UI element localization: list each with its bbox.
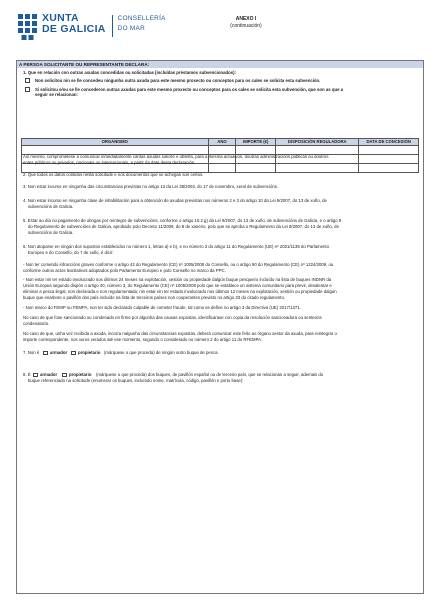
checkbox-7-propietario[interactable] <box>71 351 76 356</box>
decl-5-line2: do Regulamento de subvencións de Galicia, aprobado polo Decreto 11/2009, do 8 de xaneiro, polo que se aproba o Regulamento da Lei 9/2007, do 13 de xuño, de <box>28 224 339 229</box>
annex-subtitle: (continuación) <box>230 23 262 29</box>
logo-text-galicia: DE GALICIA <box>42 23 106 35</box>
xunta-logo <box>17 13 166 41</box>
decl-5-line1: 5. Estar ao día no pagamento de obrigas por reintegro de subvencións, conforme o artigo 10.2.g) da Lei 9/2007, do 13 de xuño, de subvencións de Galicia, e o artigo 9 <box>23 218 342 223</box>
decl-6d-line1: No caso de que fose sancionado ou condenado en firme por algunha das causas expostas, identificarase con copia da resolución sancionadora ou sentenza <box>23 315 322 320</box>
decl-7-prefix: 7. Non é <box>23 350 40 355</box>
cell-data-input[interactable] <box>359 163 419 172</box>
checkbox-7-armador[interactable] <box>43 351 48 356</box>
declaration-section <box>16 60 424 594</box>
decl-6e-line1: No caso de que, unha vez recibida a axuda, incorra nalgunha das circunstancias expostas, deberá comunicar este feito ao órgano xestor da axuda, para reintegrar o <box>23 331 337 336</box>
commit-line1: Así mesmo, comprométese a comunicar inmediatamente cantas axudas solicite e obteña, para a mesma actuación, doutras administracións públicas ou doutros <box>23 154 329 159</box>
decl-1-intro: 1. Que en relación con outras axudas concedidas ou solicitadas (incluídas préstamos subvencionados): <box>23 70 236 75</box>
table-row <box>22 145 419 154</box>
decl-4-line2: subvencións de Galicia. <box>28 204 74 209</box>
column-organismo: ORGANISMO <box>22 139 209 146</box>
decl-1-option-b-line2: seguir se relacionan: <box>35 92 78 97</box>
decl-8-armador-label: armador <box>40 372 58 377</box>
cell-ano-input[interactable] <box>208 163 236 172</box>
cell-importe-input[interactable] <box>236 145 276 154</box>
decl-7-suffix: (márquese o que proceda) de ningún outro buque de pesca. <box>104 350 219 355</box>
decl-6a-line2: conforme outros actos lexislativos adoptados polo Parlamento Europeo e polo Consello no marco da PPC. <box>23 268 226 273</box>
cell-importe-input[interactable] <box>236 163 276 172</box>
decl-4-line1: 4. Non estar incurso en ningunha clase de inhabilitación para a obtención de axudas previstas nos números 2 e 3 do artigo 10 da Lei 9/2007, do 13 de xuño, de <box>23 198 327 203</box>
annex-title: ANEXO I <box>235 16 257 22</box>
checkbox-8-propietario[interactable] <box>62 373 67 378</box>
decl-8-suffix: (márquese o que proceda) dos buques, de pavillón español ou de terceiro país, que se relacionan a seguir, ademais do <box>96 372 324 377</box>
decl-6c: - Non marco do FEMP ou FEMPA, non ter sido declarado culpable de cometer fraude, tal como se define no artigo 3 da Directiva (UE) 2017/1371. <box>23 305 301 310</box>
cell-ano-input[interactable] <box>208 145 236 154</box>
decl-6d-line2: condenatoria. <box>23 321 50 326</box>
xunta-emblem-icon <box>17 13 39 41</box>
cell-data-input[interactable] <box>359 145 419 154</box>
logo-divider <box>112 15 113 37</box>
cell-disposicion-input[interactable] <box>276 163 359 172</box>
column-disposicion: DISPOSICIÓN REGULADORA <box>276 139 359 146</box>
decl-8-prefix: 8. É <box>23 372 31 377</box>
decl-8-line2: buque referenciado na solicitude (enumerar os buques, incluíndo nome, matrícula, código, pavillón e porto base): <box>28 378 244 383</box>
cell-disposicion-input[interactable] <box>276 145 359 154</box>
page-header <box>0 0 439 52</box>
decl-5-line3: subvencións de Galicia. <box>28 230 74 235</box>
decl-7-propietario-label: propietario <box>78 350 101 355</box>
vessel-list-area[interactable] <box>21 387 419 591</box>
decl-8-propietario-label: propietario <box>69 372 92 377</box>
decl-6e-line2: importe correspondente, nos xuros xerados até ese momento, segundo o considerado no número 2 do artigo 11 do RFEMPA. <box>23 337 263 342</box>
column-data-concesion: DATA DE CONCESIÓN <box>359 139 419 146</box>
column-ano: ANO <box>208 139 236 146</box>
cell-organismo-input[interactable] <box>22 145 209 154</box>
checkbox-8-armador[interactable] <box>33 373 38 378</box>
decl-1-option-a: Non solicitou nin se lle concedeu ningunha outra axuda para este mesmo proxecto ou conceptos para os cales se solicita esta subvención. <box>35 77 321 83</box>
decl-2: 2. Que todos os datos contidos nesta solicitude e nos documentos que se achegan son certos. <box>23 172 204 177</box>
cell-data-input[interactable] <box>359 154 419 163</box>
section-title: A PERSOA SOLICITANTE OU REPRESENTANTE DECLARA: <box>17 61 423 68</box>
logo-text-conselleria: CONSELLERÍA <box>117 15 166 22</box>
commit-line2: entes públicos ou privados, nacionais ou internacionais, a partir da data desta declaración. <box>23 160 196 165</box>
decl-6-line1: 6. Non atoparse en ningún dos supostos establecidos no número 1, letras a) e b), e no número 3 do artigo 11 do Regulamento (UE) nº 2021/1139 do Parlamento <box>23 244 329 249</box>
decl-1-option-b-line1: Si solicitou e/ou se lle concederon outras axudas para este mesmo proxecto ou conceptos para os cales se solicita esta subvención, que son as que a <box>35 86 344 92</box>
decl-6b-line3: eliminar a pesca ilegal, non declarada e non regulamentada; nin estar nin ter estado involucrado nos últimos 12 meses na explotación, xestión ou propiedade dalgún <box>23 289 337 294</box>
logo-text-xunta: XUNTA <box>42 12 79 24</box>
decl-3: 3. Non estar incurso en ningunha das circunstancias previstas no artigo 13 da Lei 38/2003, do 17 de novembro, xeral de subvencións. <box>23 184 279 189</box>
checkbox-no-other-aid[interactable] <box>25 78 30 83</box>
annex-heading <box>211 16 281 30</box>
decl-6a-line1: - Non ter cometido infraccións graves conforme o artigo 42 do Regulamento (CE) nº 1005/2008 do Consello, ou o artigo 90 do Regulamento (CE) nº 1224/2009, ou <box>23 262 334 267</box>
decl-6b-line1: - Non estar nin ter estado involucrado nos últimos 24 meses na explotación, xestión ou propiedade dalgún buque pesqueiro incluído na lista de buques INDNR da <box>23 277 332 282</box>
checkbox-other-aid[interactable] <box>25 87 30 92</box>
column-importe: IMPORTE (€) <box>236 139 276 146</box>
decl-7-armador-label: armador <box>50 350 68 355</box>
decl-6b-line2: Unión Europea segundo dispón o artigo 40, número 3, do Regulamento (CE) nº 1005/2008 polo que se establece un sistema comunitario para previr, desalentar e <box>23 283 332 288</box>
decl-6-line2: Europeo e do Consello, do 7 de xullo, é dicir: <box>28 250 114 255</box>
decl-6b-line4: buque que enarbore o pavillón dos país incluído na lista de terceiros países non cooperantes previsto no artigo 33 do citado regulamento. <box>23 295 286 300</box>
logo-text-mar: DO MAR <box>117 25 146 32</box>
